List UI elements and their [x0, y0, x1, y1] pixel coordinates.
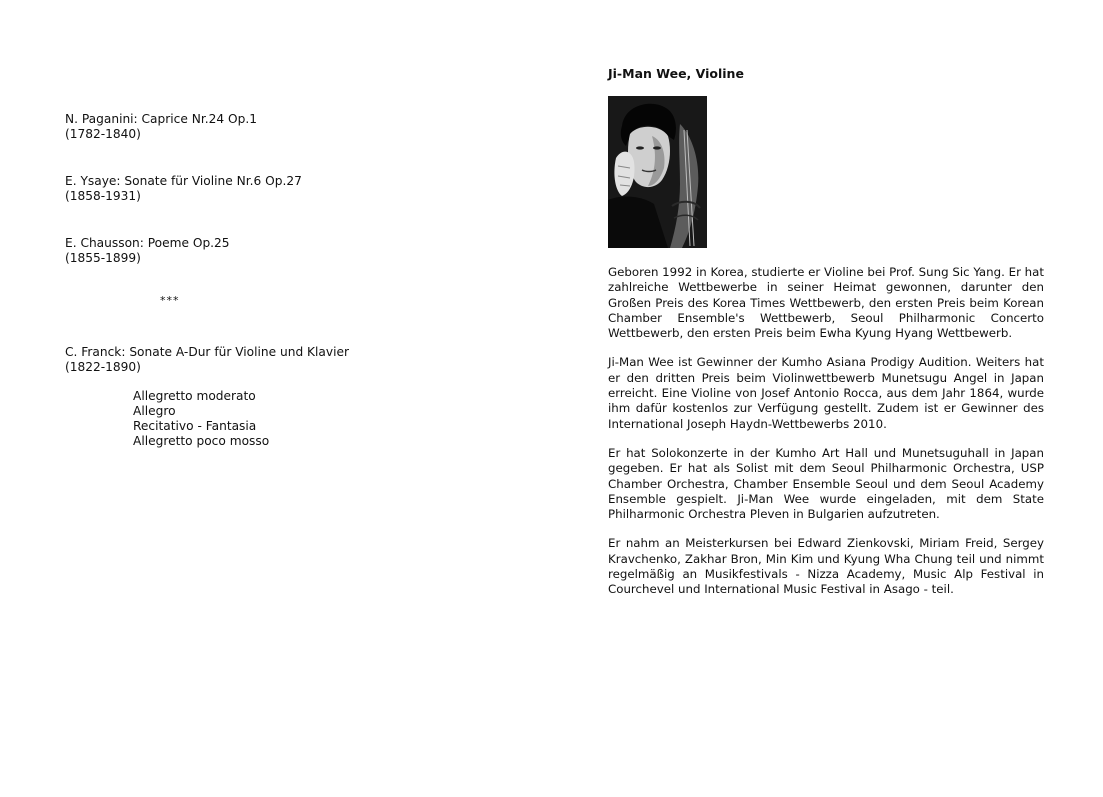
- bio-paragraph: Geboren 1992 in Korea, studierte er Violine bei Prof. Sung Sic Yang. Er hat zahlreiche Wettbewerbe in seiner Heimat gewonnen, darunter den Großen Preis des Korea Times Wettbewerb, den ersten Preis beim Korean Chamber Ensemble's Wettbewerb, Seoul Philharmonic Concerto Wettbewerb, den ersten Preis beim Ewha Kyung Hyang Wettbewerb.: [608, 265, 1044, 341]
- bio-body: [608, 265, 1044, 612]
- movement-item: Allegro: [133, 404, 176, 418]
- bio-paragraph: Er hat Solokonzerte in der Kumho Art Hall und Munetsuguhall in Japan gegeben. Er hat als Solist mit dem Seoul Philharmonic Orchestra, USP Chamber Orchestra, Chamber Ensemble Seoul und dem Seoul Academy Ensemble gespielt. Ji-Man Wee wurde eingeladen, mit dem State Philharmonic Orchestra Pleven in Bulgarien aufzutreten.: [608, 445, 1044, 522]
- piece-title: E. Ysaye: Sonate für Violine Nr.6 Op.27: [65, 174, 302, 188]
- program-list: [65, 112, 365, 298]
- movement-item: Allegretto moderato: [133, 389, 256, 403]
- artist-photo: [608, 96, 707, 248]
- program-piece-ysaye: [65, 174, 365, 204]
- movement-list: [133, 389, 269, 449]
- piece-title: C. Franck: Sonate A-Dur für Violine und Klavier: [65, 345, 350, 359]
- composer-years: (1822-1890): [65, 360, 141, 374]
- bio-paragraph: Er nahm an Meisterkursen bei Edward Zienkovski, Miriam Freid, Sergey Kravchenko, Zakhar Bron, Min Kim und Kyung Wha Chung teil und nimmt regelmäßig an Musikfestivals - Nizza Academy, Music Alp Festival in Courchevel und International Music Festival in Asago - teil.: [608, 536, 1044, 597]
- composer-years: (1782-1840): [65, 127, 141, 141]
- bio-heading: Ji-Man Wee, Violine: [608, 66, 744, 81]
- movement-item: Recitativo - Fantasia: [133, 419, 257, 433]
- piece-title: E. Chausson: Poeme Op.25: [65, 236, 230, 250]
- composer-years: (1855-1899): [65, 251, 141, 265]
- movement-item: Allegretto poco mosso: [133, 434, 270, 448]
- bio-paragraph: Ji-Man Wee ist Gewinner der Kumho Asiana Prodigy Audition. Weiters hat er den dritten Preis beim Violinwettbewerb Munetsugu Angel in Japan erreicht. Eine Violine von Josef Antonio Rocca, aus dem Jahr 1864, wurde ihm dafür kostenlos zur Verfügung gestellt. Zudem ist er Gewinner des International Joseph Haydn-Wettbewerbs 2010.: [608, 355, 1044, 431]
- piece-title: N. Paganini: Caprice Nr.24 Op.1: [65, 112, 257, 126]
- intermission-separator: ***: [160, 294, 180, 307]
- composer-years: (1858-1931): [65, 189, 141, 203]
- program-piece-chausson: [65, 236, 365, 266]
- program-piece-paganini: [65, 112, 365, 142]
- artist-bio: [608, 66, 1044, 597]
- program-piece-franck: [65, 345, 349, 375]
